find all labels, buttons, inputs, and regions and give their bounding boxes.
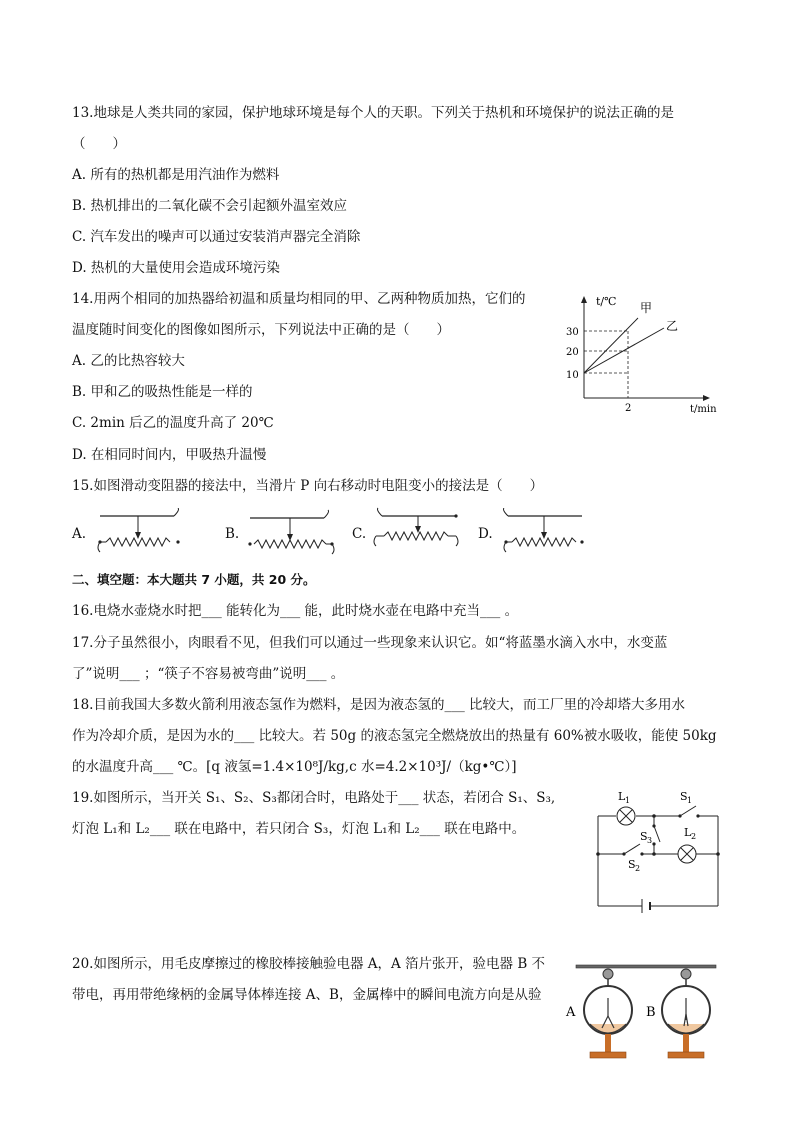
rheostat-d	[498, 508, 593, 556]
circuit-diagram	[588, 786, 728, 916]
series-yi-line	[584, 328, 664, 373]
label-s3-sub: 3	[647, 836, 653, 845]
q19-line1: 19.如图所示，当开关 S₁、S₂、S₃都闭合时，电路处于___ 状态，若闭合 S₁、S₃,	[72, 790, 556, 806]
label-l1: L	[618, 790, 626, 803]
q15-option-b-label: B.	[225, 526, 240, 542]
q20-line2: 带电，再用带绝缘柄的金属导体棒连接 A、B，金属棒中的瞬间电流方向是从验	[72, 987, 542, 1003]
y-tick-30: 30	[566, 327, 579, 338]
q13-option-b: B. 热机排出的二氧化碳不会引起额外温室效应	[72, 198, 348, 214]
q14-option-b: B. 甲和乙的吸热性能是一样的	[72, 384, 253, 400]
x-tick-2: 2	[625, 403, 632, 414]
label-l2: L	[684, 826, 692, 839]
label-electroscope-b: B	[646, 1005, 656, 1020]
q16-text: 16.电烧水壶烧水时把___ 能转化为___ 能，此时烧水壶在电路中充当___ 。	[72, 603, 519, 619]
series-jia-label: 甲	[640, 301, 653, 315]
temperature-time-graph	[556, 288, 726, 418]
q14-stem-line2: 温度随时间变化的图像如图所示，下列说法中正确的是（ ）	[72, 322, 450, 338]
series-yi-label: 乙	[666, 319, 679, 333]
q13-paren: （ ）	[72, 136, 126, 152]
label-s2: S	[628, 858, 636, 871]
q20-line1: 20.如图所示，用毛皮摩擦过的橡胶棒接触验电器 A，A 箔片张开，验电器 B 不	[72, 956, 546, 972]
x-axis-label: t/min	[690, 404, 717, 415]
q14-option-c: C. 2min 后乙的温度升高了 20℃	[72, 415, 274, 431]
q19-line2: 灯泡 L₁和 L₂___ 联在电路中，若只闭合 S₃，灯泡 L₁和 L₂___ 联在电路中。	[72, 821, 526, 837]
label-s1-sub: 1	[687, 796, 693, 805]
label-l1-sub: 1	[625, 796, 631, 805]
q13-option-a: A. 所有的热机都是用汽油作为燃料	[72, 167, 280, 183]
y-tick-20: 20	[566, 347, 579, 358]
q18-line1: 18.目前我国大多数火箭利用液态氢作为燃料，是因为液态氢的___ 比较大，而工厂里的冷却塔大多用水	[72, 697, 686, 713]
electroscopes-figure	[562, 958, 724, 1070]
q17-line2: 了”说明___ ；“筷子不容易被弯曲”说明___ 。	[72, 666, 345, 682]
label-s2-sub: 2	[635, 864, 641, 873]
q17-line1: 17.分子虽然很小，肉眼看不见，但我们可以通过一些现象来认识它。如“将蓝墨水滴入水中，水变蓝	[72, 635, 668, 651]
q15-option-d-label: D.	[478, 526, 493, 542]
q15-stem: 15.如图滑动变阻器的接法中，当滑片 P 向右移动时电阻变小的接法是（ ）	[72, 478, 544, 494]
label-s3: S	[640, 830, 648, 843]
rheostat-c	[370, 506, 465, 554]
label-s1: S	[680, 790, 688, 803]
y-axis-label: t/℃	[596, 295, 617, 308]
q15-option-a-label: A.	[72, 526, 87, 542]
label-electroscope-a: A	[566, 1005, 576, 1020]
q13-stem: 13.地球是人类共同的家园，保护地球环境是每个人的天职。下列关于热机和环境保护的说法正确的是	[72, 105, 674, 121]
q14-option-a: A. 乙的比热容较大	[72, 353, 185, 369]
q14-option-d: D. 在相同时间内，甲吸热升温慢	[72, 447, 267, 463]
q18-line3: 的水温度升高___ ℃。[q 液氢=1.4×10⁸J/kg,c 水=4.2×10³J/（kg•℃）]	[72, 759, 517, 775]
label-l2-sub: 2	[691, 832, 697, 841]
section-heading-fill-in: 二、填空题：本大题共 7 小题，共 20 分。	[72, 572, 316, 587]
q14-stem-line1: 14.用两个相同的加热器给初温和质量均相同的甲、乙两种物质加热，它们的	[72, 291, 526, 307]
q18-line2: 作为冷却介质，是因为水的___ 比较大。若 50g 的液态氢完全燃烧放出的热量有 60%被水吸收，能使 50kg	[72, 728, 717, 744]
rheostat-b	[244, 508, 339, 556]
q13-option-c: C. 汽车发出的噪声可以通过安装消声器完全消除	[72, 229, 361, 245]
q13-option-d: D. 热机的大量使用会造成环境污染	[72, 260, 280, 276]
y-tick-10: 10	[566, 370, 579, 381]
series-jia-line	[584, 318, 638, 373]
rheostat-a	[92, 508, 187, 556]
q15-option-c-label: C.	[352, 526, 367, 542]
